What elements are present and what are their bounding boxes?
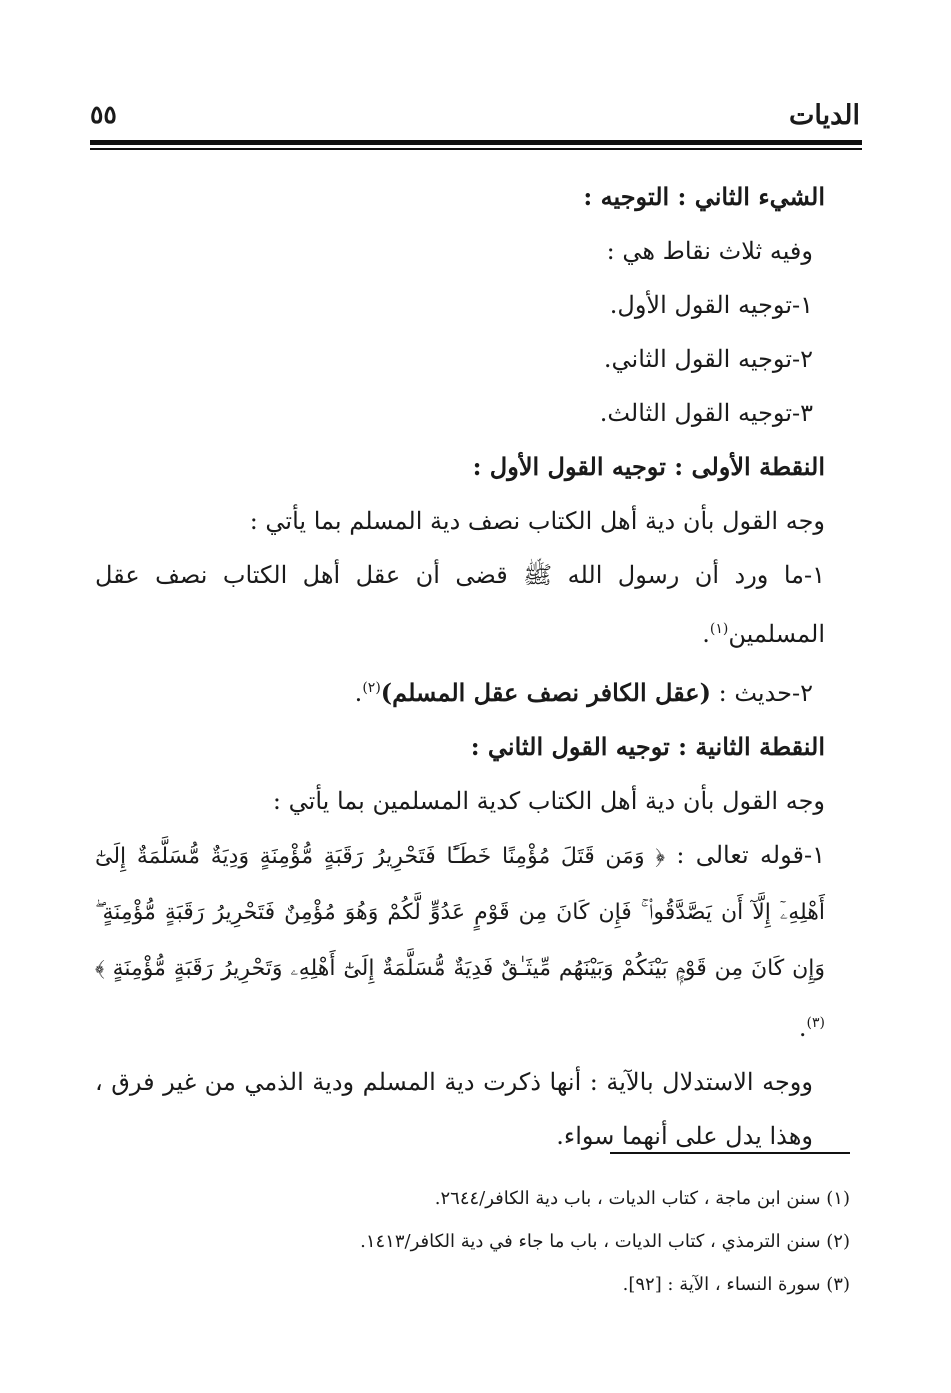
point1-heading: النقطة الأولى : توجيه القول الأول : <box>472 452 825 481</box>
period: . <box>354 679 363 707</box>
list-item: ٢-توجيه القول الثاني. <box>603 345 813 373</box>
list-item: ١-توجيه القول الأول. <box>609 291 813 319</box>
main-text <box>95 170 825 1163</box>
footnote-ref-1: (١) <box>709 621 729 637</box>
footnote-ref-2: (٢) <box>362 680 381 696</box>
point2-conclusion: ووجه الاستدلال بالآية : أنها ذكرت دية المسلم ودية الذمي من غير فرق ، وهذا يدل على أنهما سواء. <box>95 1068 813 1150</box>
footnote-2: (٢) سنن الترمذي ، كتاب الديات ، باب ما جاء في دية الكافر/١٤١٣. <box>360 1231 850 1252</box>
period: . <box>798 1014 807 1042</box>
header-rule-thick <box>90 140 862 145</box>
footnote-ref-3: (٣) <box>806 1015 825 1031</box>
point1-item1-text: ١-ما ورد أن رسول الله ﷺ قضى أن عقل أهل الكتاب نصف عقل المسلمين <box>95 561 825 648</box>
quran-verse: ﴿ وَمَن قَتَلَ مُؤْمِنًا خَطَـًٔا فَتَحْرِيرُ رَقَبَةٍ مُّؤْمِنَةٍ وَدِيَةٌ مُّسَلَّمَةٌ إِلَىٰٓ أَهْلِهِۦٓ إِلَّآ أَن يَصَّدَّقُوا۟ ۚ فَإِن كَانَ مِن قَوْمٍ عَدُوٍّ لَّكُمْ وَهُوَ مُؤْمِنٌ فَتَحْرِيرُ رَقَبَةٍ مُّؤْمِنَةٍ ۖ وَإِن كَانَ مِن قَوْمٍۭ بَيْنَكُمْ وَبَيْنَهُم مِّيثَـٰقٌ فَدِيَةٌ مُّسَلَّمَةٌ إِلَىٰٓ أَهْلِهِۦ وَتَحْرِيرُ رَقَبَةٍ مُّؤْمِنَةٍ ﴾ <box>95 844 825 981</box>
point2-item1-prefix: ١-قوله تعالى : <box>665 841 825 869</box>
page-header <box>90 98 860 138</box>
point2-intro: وجه القول بأن دية أهل الكتاب كدية المسلمين بما يأتي : <box>272 787 825 815</box>
intro-paragraph: وفيه ثلاث نقاط هي : <box>606 237 813 265</box>
footnote-separator <box>610 1152 850 1154</box>
point1-item2 <box>95 661 825 720</box>
page-number: ٥٥ <box>90 100 117 129</box>
header-rule-thin <box>90 148 862 150</box>
point2-heading: النقطة الثانية : توجيه القول الثاني : <box>470 732 825 761</box>
footnote-1: (١) سنن ابن ماجة ، كتاب الديات ، باب دية الكافر/٢٦٤٤. <box>434 1188 850 1209</box>
footnotes <box>95 1177 850 1306</box>
chapter-title: الديات <box>788 100 860 131</box>
footnote-3: (٣) سورة النساء ، الآية : [٩٢]. <box>622 1274 850 1295</box>
list-item: ٣-توجيه القول الثالث. <box>599 399 813 427</box>
point2-item1 <box>95 828 825 1055</box>
hadith-quote: (عقل الكافر نصف عقل المسلم) <box>380 678 711 707</box>
point1-intro: وجه القول بأن دية أهل الكتاب نصف دية المسلم بما يأتي : <box>249 507 825 535</box>
point1-item2-prefix: ٢-حديث : <box>710 679 813 707</box>
section-heading: الشيء الثاني : التوجيه : <box>583 182 825 211</box>
point1-item1 <box>95 548 825 661</box>
period: . <box>702 620 710 648</box>
